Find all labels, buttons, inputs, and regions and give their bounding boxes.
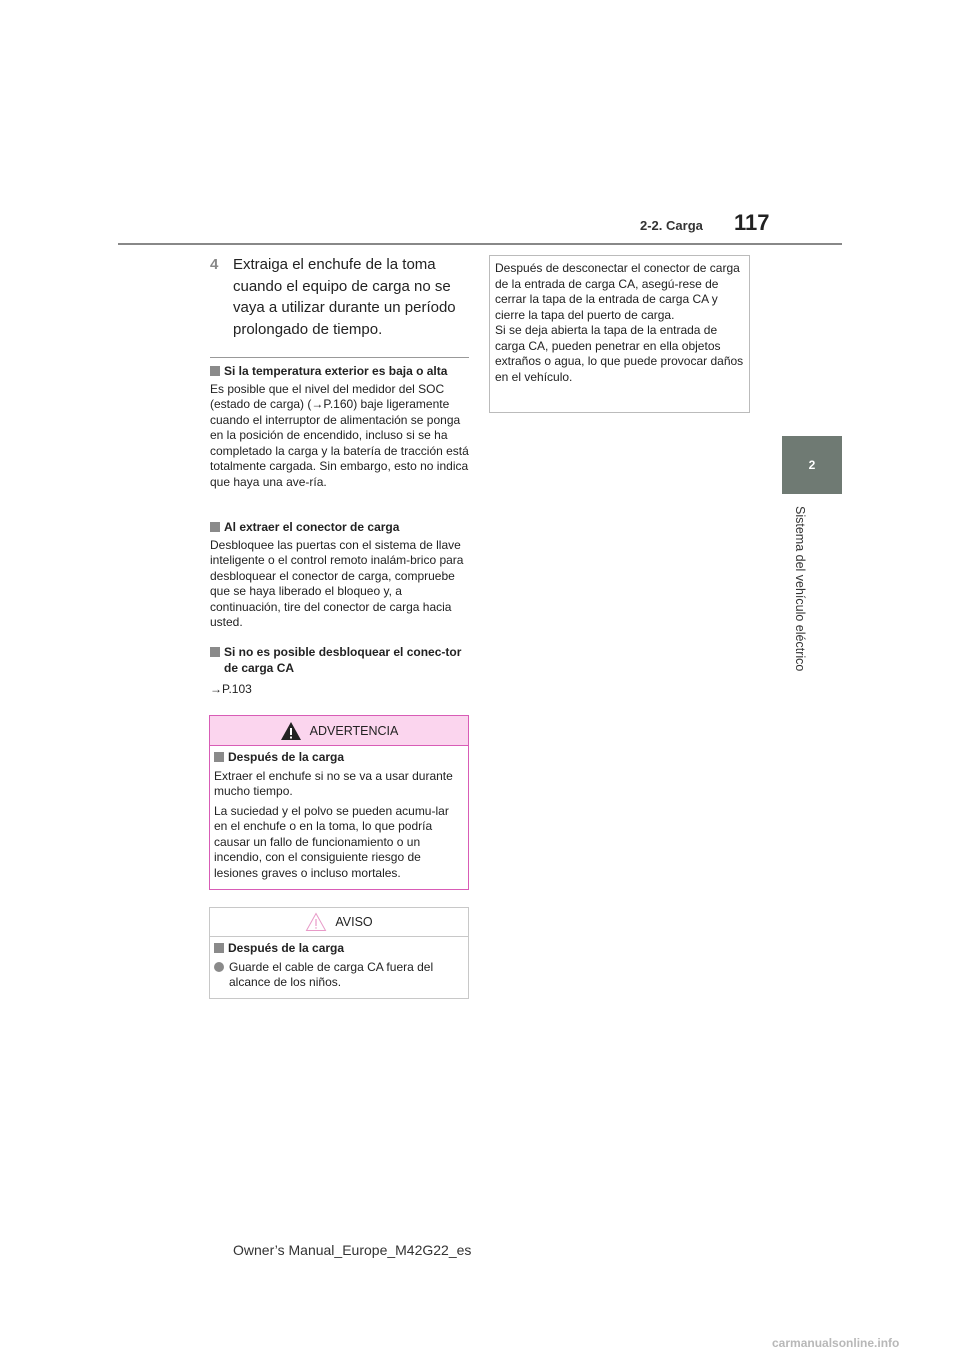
header-divider xyxy=(118,243,842,245)
page-number: 117 xyxy=(734,210,770,235)
page-reference-link[interactable]: →P.103 xyxy=(210,682,252,696)
note-title: Al extraer el conector de carga xyxy=(224,520,400,534)
info-paragraph: Si se deja abierta la tapa de la entrada de carga CA, pueden penetrar en ella objetos extraños o agua, lo que puede provocar daños en el vehículo. xyxy=(495,323,744,384)
chapter-tab xyxy=(782,436,842,494)
warning-subhead: Después de la carga xyxy=(228,750,345,764)
info-paragraph: Después de desconectar el conector de carga de la entrada de carga CA, asegú-rese de cerrar la tapa de la entrada de carga CA y cierre la tapa del puerto de carga. xyxy=(495,261,740,322)
note-body: Es posible que el nivel del medidor del SOC (estado de carga) (→P.160) baje ligeramente cuando el interruptor de alimentación se ponga en la posición de encendido, incluso si se ha completado la carga y la batería de tracción está totalmente cargada. Sin embargo, esto no indica que haya una ave-ría. xyxy=(210,381,469,489)
watermark: carmanualsonline.info xyxy=(772,1336,900,1350)
notice-subhead: Después de la carga xyxy=(228,941,345,955)
notice-box xyxy=(209,907,469,999)
note-title: Si no es posible desbloquear el conec-tor de carga CA xyxy=(224,645,462,675)
notice-header xyxy=(210,908,468,937)
note-temperature xyxy=(210,364,470,490)
note-title: Si la temperatura exterior es baja o alta xyxy=(224,364,448,378)
warning-header xyxy=(210,716,468,746)
footer-text: Owner’s Manual_Europe_M42G22_es xyxy=(233,1242,472,1258)
step-item xyxy=(210,254,470,340)
note-body: Desbloquee las puertas con el sistema de llave inteligente o el control remoto inalám-brico para desbloquear el conector de carga, compruebe que se haya liberado el bloqueo y, a continuación, tire del conector de carga hacia usted. xyxy=(210,537,464,629)
warning-heading: ADVERTENCIA xyxy=(309,723,399,738)
warning-paragraph: La suciedad y el polvo se pueden acumu-lar en el enchufe o en la toma, lo que podría causar un fallo de funcionamiento o un incendio, con el consiguiente riesgo de lesiones graves o incluso mortales. xyxy=(214,803,449,880)
section-title: 2-2. Carga xyxy=(640,218,703,233)
caution-triangle-icon xyxy=(305,912,327,932)
notice-heading: AVISO xyxy=(335,915,373,929)
chapter-label: Sistema del vehículo eléctrico xyxy=(793,506,807,672)
chapter-number: 2 xyxy=(808,458,816,472)
warning-paragraph: Extraer el enchufe si no se va a usar durante mucho tiempo. xyxy=(214,768,453,798)
note-extract-connector xyxy=(210,520,470,631)
info-box xyxy=(489,255,750,413)
warning-triangle-icon xyxy=(280,721,302,741)
square-bullet-icon xyxy=(214,752,224,762)
round-bullet-icon xyxy=(214,962,224,972)
square-bullet-icon xyxy=(214,943,224,953)
step-number: 4 xyxy=(210,256,219,273)
notice-bullet-text: Guarde el cable de carga CA fuera del alcance de los niños. xyxy=(229,959,434,989)
square-bullet-icon xyxy=(210,366,220,376)
note-unlock-connector xyxy=(210,645,470,698)
square-bullet-icon xyxy=(210,647,220,657)
notes-divider xyxy=(210,357,469,358)
step-text: Extraiga el enchufe de la toma cuando el equipo de carga no se vaya a utilizar durante un período prolongado de tiempo. xyxy=(233,256,456,338)
square-bullet-icon xyxy=(210,522,220,532)
warning-box xyxy=(209,715,469,890)
